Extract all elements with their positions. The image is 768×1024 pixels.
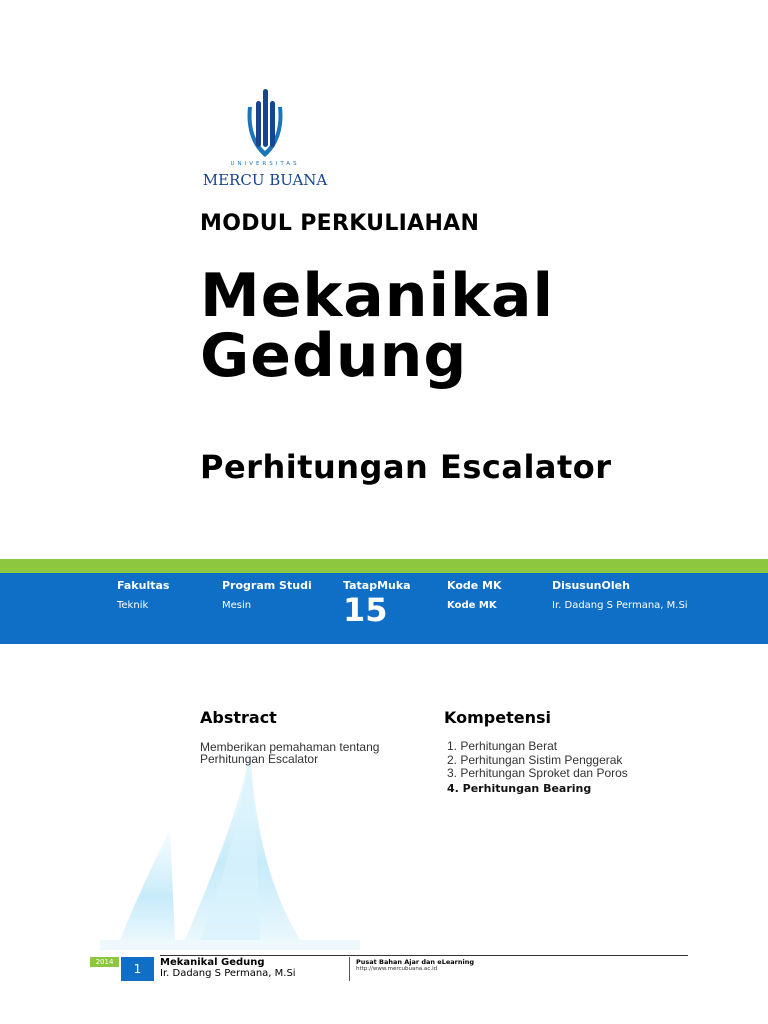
prodi-label: Program Studi xyxy=(222,579,312,592)
logo-emblem-icon xyxy=(198,85,332,161)
footer-center-label: Pusat Bahan Ajar dan eLearning xyxy=(356,958,474,966)
kode-label: Kode MK xyxy=(447,579,502,592)
fakultas-value: Teknik xyxy=(117,600,149,611)
info-disusun-oleh xyxy=(552,579,688,611)
university-logo xyxy=(198,85,332,195)
title-line-1: Mekanikal xyxy=(200,261,555,331)
kompetensi-item: 3. Perhitungan Sproket dan Poros xyxy=(447,766,628,780)
page-number: 1 xyxy=(121,957,154,981)
logo-subtitle: UNIVERSITAS xyxy=(230,161,300,167)
kompetensi-list xyxy=(447,740,628,796)
kode-value: Kode MK xyxy=(447,600,497,611)
info-kode-mk xyxy=(447,579,502,611)
disusun-value: Ir. Dadang S Permana, M.Si xyxy=(552,600,688,611)
tatap-value: 15 xyxy=(343,591,388,629)
green-band xyxy=(0,559,768,573)
title-line-2: Gedung xyxy=(200,321,468,391)
module-label: MODUL PERKULIAHAN xyxy=(200,211,480,236)
info-band xyxy=(0,573,768,644)
subtitle: Perhitungan Escalator xyxy=(200,448,612,486)
footer-year: 2014 xyxy=(90,957,119,967)
logo-name: MERCU BUANA xyxy=(202,171,328,189)
tatap-label: TatapMuka xyxy=(343,579,411,592)
main-title xyxy=(200,261,700,391)
info-fakultas xyxy=(117,579,169,611)
abstract-title: Abstract xyxy=(200,708,277,727)
footer-divider xyxy=(160,955,688,956)
prodi-value: Mesin xyxy=(222,600,252,611)
info-program-studi xyxy=(222,579,312,611)
abstract-text: Memberikan pemahaman tentang Perhitungan Escalator xyxy=(200,740,380,766)
watermark-logo-graphic xyxy=(100,690,360,950)
footer-url[interactable]: http://www.mercubuana.ac.id xyxy=(356,966,438,972)
footer-author: Ir. Dadang S Permana, M.Si xyxy=(160,968,296,979)
kompetensi-item: 4. Perhitungan Bearing xyxy=(447,781,592,795)
info-tatap-muka xyxy=(343,579,411,629)
kompetensi-title: Kompetensi xyxy=(444,708,551,727)
kompetensi-item: 2. Perhitungan Sistim Penggerak xyxy=(447,752,623,767)
disusun-label: DisusunOleh xyxy=(552,579,630,592)
footer-separator xyxy=(349,957,350,981)
fakultas-label: Fakultas xyxy=(117,579,170,592)
footer-title: Mekanikal Gedung xyxy=(160,957,265,968)
kompetensi-item: 1. Perhitungan Berat xyxy=(447,739,558,753)
